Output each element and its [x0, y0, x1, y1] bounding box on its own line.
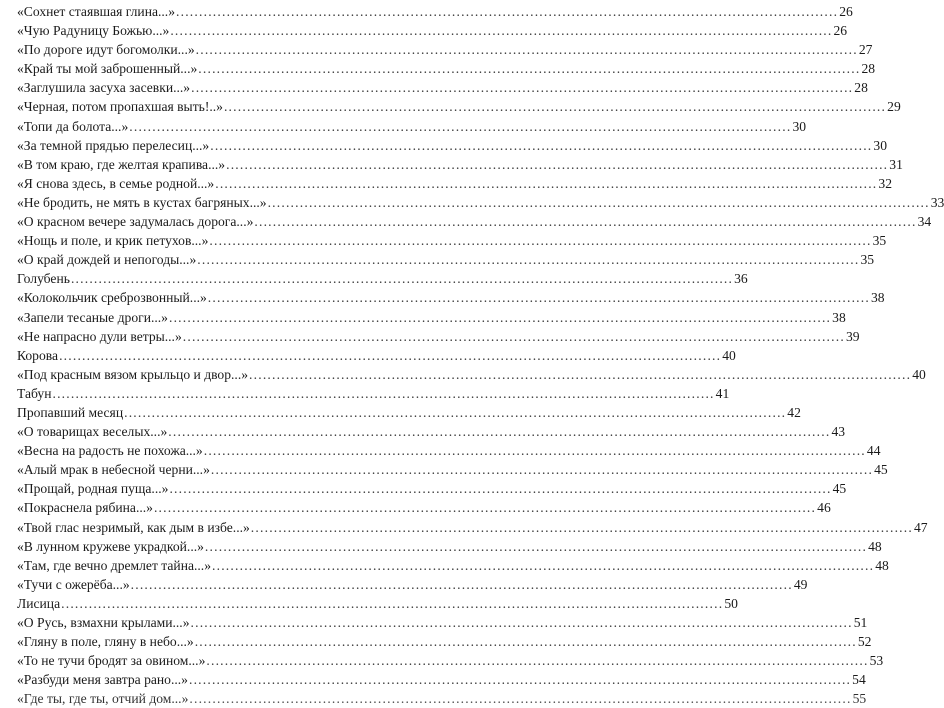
toc-entry-title: «Чую Радуницу Божью...»	[17, 23, 170, 39]
toc-entry-page-number: 50	[724, 595, 738, 611]
table-of-contents	[17, 2, 944, 708]
toc-entry	[17, 2, 853, 21]
toc-entry-title: «Колокольчик среброзвонный...»	[17, 290, 207, 306]
toc-entry-title: «Не напрасно дули ветры...»	[17, 328, 182, 344]
toc-entry-page-number: 33	[930, 194, 944, 210]
dot-leader	[204, 441, 866, 460]
dot-leader	[211, 460, 873, 479]
toc-entry-title: «Черная, потом пропахшая выть!..»	[17, 99, 223, 115]
dot-leader	[215, 174, 877, 193]
toc-entry	[17, 78, 868, 97]
toc-entry-page-number: 45	[832, 481, 847, 497]
toc-entry	[17, 556, 889, 575]
toc-entry-title: «Тучи с ожерёба...»	[17, 576, 130, 592]
toc-entry-page-number: 26	[839, 4, 853, 19]
toc-entry-title: «То не тучи бродят за овином...»	[17, 653, 206, 669]
toc-entry-page-number: 49	[793, 576, 808, 592]
toc-entry	[17, 308, 846, 327]
toc-entry-title: «Алый мрак в небесной черни...»	[17, 462, 210, 478]
toc-entry	[17, 651, 884, 670]
toc-entry-title: «О красном вечере задумалась дорога...»	[17, 214, 254, 230]
toc-entry-page-number: 40	[912, 366, 926, 382]
toc-entry-title: «Запели тесаные дроги...»	[17, 309, 168, 325]
toc-entry-title: «Не бродить, не мять в кустах багряных...»	[17, 194, 267, 210]
toc-entry-page-number: 31	[889, 156, 903, 172]
toc-entry-page-number: 47	[913, 519, 928, 535]
dot-leader	[183, 327, 845, 346]
toc-entry-title: «Под красным вязом крыльцо и двор...»	[17, 366, 249, 382]
dot-leader	[208, 288, 870, 307]
toc-entry	[17, 441, 881, 460]
toc-entry	[17, 269, 748, 288]
toc-entry	[17, 479, 847, 498]
toc-entry-title: «Заглушила засуха засевки...»	[17, 80, 191, 96]
toc-entry-page-number: 41	[715, 385, 730, 401]
toc-entry-page-number: 55	[852, 691, 867, 707]
toc-entry-page-number: 38	[832, 309, 846, 325]
toc-entry-page-number: 51	[853, 615, 868, 630]
toc-entry-page-number: 45	[874, 462, 888, 478]
dot-leader	[154, 498, 816, 517]
toc-entry	[17, 193, 944, 212]
toc-entry-page-number: 28	[854, 80, 868, 96]
toc-entry-title: Табун	[17, 385, 52, 401]
toc-entry-title: «Топи да болота...»	[17, 118, 129, 134]
dot-leader	[191, 613, 853, 632]
dot-leader	[197, 250, 859, 269]
toc-entry-title: «Разбуди меня завтра рано...»	[17, 672, 188, 688]
dot-leader	[71, 269, 733, 288]
toc-entry-page-number: 40	[722, 347, 736, 363]
dot-leader	[59, 346, 721, 365]
toc-entry	[17, 40, 873, 59]
dot-leader	[254, 212, 916, 231]
toc-entry-page-number: 39	[845, 328, 860, 344]
toc-entry	[17, 97, 901, 116]
toc-entry	[17, 250, 875, 269]
dot-leader	[52, 384, 714, 403]
toc-entry-title: «О край дождей и непогоды...»	[17, 252, 197, 268]
toc-entry-title: «За темной прядью перелесиц...»	[17, 137, 210, 153]
dot-leader	[206, 651, 868, 670]
dot-leader	[176, 2, 838, 21]
dot-leader	[249, 365, 911, 384]
toc-entry-title: «Покраснела рябина...»	[17, 500, 153, 516]
toc-entry-title: Пропавший месяц	[17, 404, 124, 420]
toc-entry-title: «Прощай, родная пуща...»	[17, 481, 169, 497]
toc-entry	[17, 594, 738, 613]
toc-entry	[17, 460, 888, 479]
toc-entry-page-number: 52	[857, 634, 872, 650]
toc-entry-page-number: 30	[873, 137, 888, 153]
toc-entry	[17, 288, 885, 307]
toc-entry-page-number: 48	[868, 538, 882, 554]
toc-entry	[17, 384, 730, 403]
toc-entry-page-number: 27	[858, 42, 873, 58]
toc-entry	[17, 327, 860, 346]
dot-leader	[209, 231, 871, 250]
toc-entry	[17, 21, 848, 40]
toc-entry-page-number: 42	[787, 404, 801, 420]
toc-entry	[17, 59, 876, 78]
dot-leader	[224, 97, 886, 116]
dot-leader	[169, 479, 831, 498]
toc-entry-page-number: 26	[833, 23, 848, 39]
dot-leader	[226, 155, 888, 174]
toc-entry	[17, 575, 808, 594]
toc-entry-page-number: 35	[872, 233, 887, 249]
toc-entry-page-number: 38	[870, 290, 885, 306]
toc-entry	[17, 346, 736, 365]
toc-entry-title: Корова	[17, 347, 59, 363]
toc-entry-title: «Где ты, где ты, отчий дом...»	[17, 691, 189, 707]
dot-leader	[210, 136, 872, 155]
toc-entry-page-number: 35	[860, 252, 875, 268]
toc-entry	[17, 155, 903, 174]
toc-entry	[17, 403, 801, 422]
dot-leader	[189, 670, 851, 689]
dot-leader	[198, 59, 860, 78]
toc-entry-title: Голубень	[17, 271, 70, 287]
toc-entry-title: «По дороге идут богомолки...»	[17, 42, 195, 58]
toc-entry-page-number: 30	[792, 118, 807, 134]
dot-leader	[212, 556, 874, 575]
toc-entry-page-number: 29	[887, 99, 901, 115]
dot-leader	[129, 117, 791, 136]
toc-entry-page-number: 34	[917, 214, 932, 230]
dot-leader	[251, 518, 913, 537]
toc-entry	[17, 518, 928, 537]
dot-leader	[195, 632, 857, 651]
dot-leader	[124, 403, 786, 422]
toc-entry	[17, 174, 893, 193]
toc-entry	[17, 136, 888, 155]
toc-entry-title: «Весна на радость не похожа...»	[17, 443, 203, 459]
dot-leader	[268, 193, 930, 212]
toc-entry	[17, 632, 872, 651]
toc-entry-page-number: 28	[861, 61, 876, 77]
toc-entry-page-number: 44	[866, 443, 881, 459]
toc-entry-title: «Край ты мой заброшенный...»	[17, 61, 198, 77]
toc-entry	[17, 537, 882, 556]
dot-leader	[191, 78, 853, 97]
toc-entry-page-number: 53	[869, 653, 884, 669]
toc-entry-page-number: 32	[878, 175, 893, 191]
toc-entry	[17, 212, 932, 231]
toc-entry	[17, 365, 926, 384]
toc-entry-page-number: 48	[875, 557, 889, 573]
toc-entry	[17, 422, 846, 441]
toc-entry	[17, 613, 868, 632]
toc-entry-title: «В лунном кружеве украдкой...»	[17, 538, 204, 554]
toc-entry-title: «Гляну в поле, гляну в небо...»	[17, 634, 194, 650]
dot-leader	[170, 21, 832, 40]
toc-entry	[17, 231, 887, 250]
toc-entry-title: «О Русь, взмахни крылами...»	[17, 615, 190, 630]
toc-entry-page-number: 46	[817, 500, 831, 516]
toc-entry-title: «Сохнет стаявшая глина...»	[17, 4, 176, 19]
toc-entry-page-number: 36	[734, 271, 748, 287]
toc-entry	[17, 498, 831, 517]
dot-leader	[168, 422, 830, 441]
dot-leader	[196, 40, 858, 59]
toc-entry-title: «Твой глас незримый, как дым в избе...»	[17, 519, 250, 535]
toc-entry-page-number: 43	[831, 424, 846, 440]
dot-leader	[205, 537, 867, 556]
toc-entry-title: «Нощь и поле, и крик петухов...»	[17, 233, 209, 249]
toc-entry	[17, 670, 866, 689]
toc-entry-title: Лисица	[17, 595, 61, 611]
dot-leader	[169, 308, 831, 327]
dot-leader	[131, 575, 793, 594]
toc-entry-page-number: 54	[852, 672, 866, 688]
dot-leader	[61, 594, 723, 613]
toc-entry-title: «Я снова здесь, в семье родной...»	[17, 175, 215, 191]
dot-leader	[189, 689, 851, 708]
toc-entry	[17, 689, 867, 708]
toc-entry-title: «О товарищах веселых...»	[17, 424, 168, 440]
toc-entry-title: «В том краю, где желтая крапива...»	[17, 156, 226, 172]
toc-entry	[17, 117, 807, 136]
toc-entry-title: «Там, где вечно дремлет тайна...»	[17, 557, 212, 573]
